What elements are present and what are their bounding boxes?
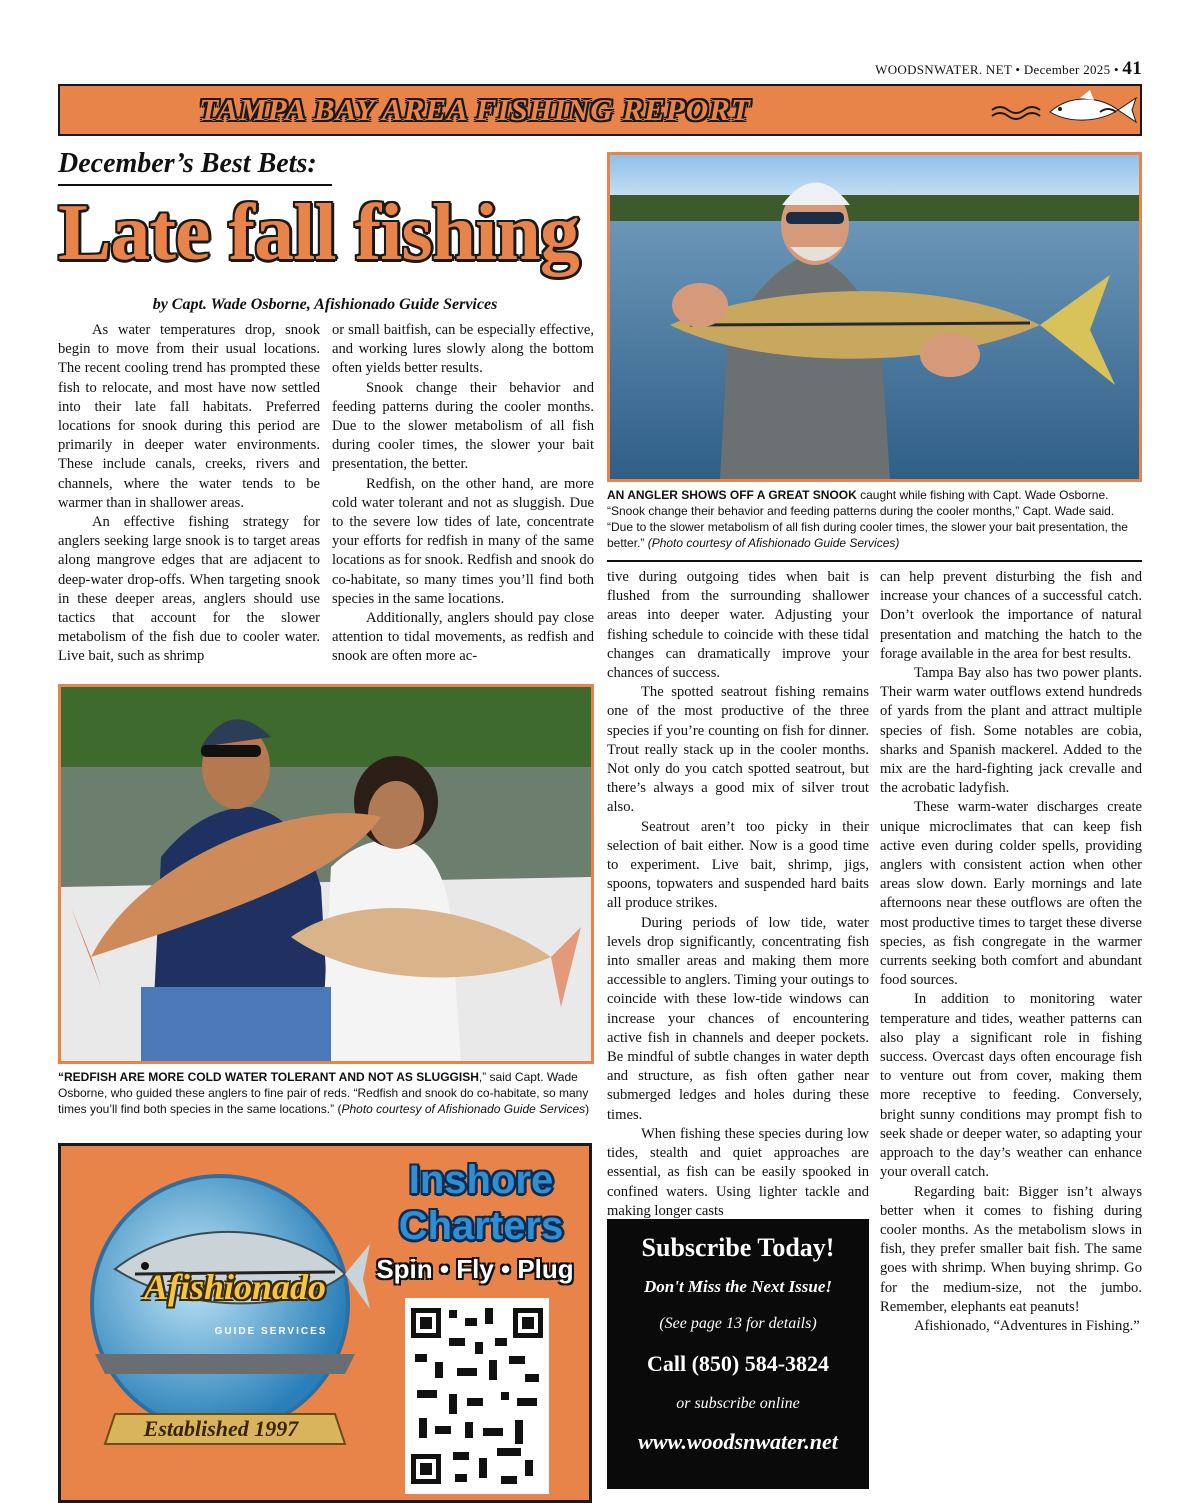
ad-logo-sub: GUIDE SERVICES [214,1326,328,1337]
subscribe-phone[interactable]: Call (850) 584-3824 [646,1351,830,1376]
page-folio [875,58,1142,80]
paragraph: An effective fishing strategy for anglers seeking large snook is to target areas along mangrove edges that are adjacent to deep-water drop-offs. When targeting snook in these deeper areas, anglers should use tactics that account for the slower metabolism of the fish due to cooler water. Live bait, such as shrimp [58,514,320,665]
banner-title: TAMPA BAY AREA FISHING REPORT [199,92,751,127]
paragraph: Tampa Bay also has two power plants. Their warm water outflows extend hundreds of yards from the plant and attract multiple species of fish. Some notables are cobia, sharks and Spanish mackerel. Added to the mix are the hard-fighting jack crevalle and the acrobatic ladyfish. [880,665,1142,797]
qr-code-icon[interactable] [405,1298,549,1494]
paragraph: The spotted seatrout fishing remains one of the most productive of the three species if you’re counting on fish for dinner. Trout really stack up in the cooler months. Not only do you catch spotted seatrout, but there’s always a good mix of silver trout also. [607,684,869,816]
paragraph: Redfish, on the other hand, are more cold water tolerant and not as sluggish. Due to the severe low tides of late, concentrate your efforts for redfish in many of the same locations as for snook. Redfish and snook do co-habitate, so many times you’ll find both species in the same locations. [332,475,594,607]
ad-inshore: Inshore [408,1158,554,1202]
article-column-2 [332,321,594,667]
subscribe-details: (See page 13 for details) [659,1315,817,1332]
subscribe-online: or subscribe online [676,1395,800,1412]
page-number: 41 [1122,58,1142,79]
paragraph: Seatrout aren’t too picky in their selection of bait either. Now is a good time to experiment. Live bait, shrimp, jigs, spoons, topwaters and suspended hard baits all produce strikes. [607,818,869,912]
article-byline: by Capt. Wade Osborne, Afishionado Guide Services [152,296,498,313]
snook-caption [607,487,1142,551]
angler-snook-image [610,155,1139,479]
caption-body: ,” said Capt. Wade Osborne, who guided these anglers to fine pair of reds. “Redfish and snook do co-habitate, so many times you’ll find both species in the same locations.” ( [58,1070,589,1116]
ad-charters: Charters [398,1204,564,1248]
subscribe-box[interactable] [607,1219,869,1489]
section-rule [607,560,1142,562]
caption-credit: (Photo courtesy of Afishionado Guide Services) [647,536,900,550]
caption-lead: AN ANGLER SHOWS OFF A GREAT SNOOK [607,488,857,502]
paragraph: As water temperatures drop, snook begin to move from their usual locations. The recent cooling trend has prompted these fish to relocate, and most have now settled into their late fall habitats. Preferred locations for snook during this period are primarily in deeper water environments. These include canals, creeks, rivers and channels, where the water tends to be warmer than in shallower areas. [58,322,320,511]
section-banner [58,84,1142,136]
caption-end: ) [585,1102,590,1116]
folio-separator: • [1113,62,1119,77]
ad-spin-fly-plug: Spin • Fly • Plug [376,1254,574,1284]
redfish-photo [58,684,594,1064]
article-column-3 [607,568,869,1221]
kicker-rule [58,184,332,186]
article-kicker: December’s Best Bets: [58,148,317,179]
caption-credit: Photo courtesy of Afishionado Guide Services [341,1102,586,1116]
subscribe-title: Subscribe Today! [641,1233,835,1262]
paragraph: These warm-water discharges create unique microclimates that can keep fish active even during colder spells, providing anglers with consistent action when other areas slow down. Early mornings and late afternoons near these outflows are often the most productive times to target these diverse species, as fish congregate in the warmer currents seeking both comfort and abundant food sources. [880,799,1142,989]
paragraph: During periods of low tide, water levels drop significantly, concentrating fish into smaller areas and making them more accessible to anglers. Timing your outings to coincide with these low-tide windows can increase your chances of encountering active fish in channels and deeper pockets. Be mindful of subtle changes in water depth and structure, as fish often gather near submerged ledges and holes during these times. [607,914,869,1123]
charter-ad [58,1143,592,1503]
site-name: WOODSNWATER. NET [875,62,1012,77]
caption-body: caught while fishing with Capt. Wade Osborne. “Snook change their behavior and feeding patterns during the cooler months,” Capt. Wade said. “Due to the slower metabolism of all fish during cooler times, the slower your bait presentation, the better.” [607,488,1128,550]
fish-logo-icon [990,88,1140,132]
anglers-redfish-image [61,687,591,1061]
article-column-4 [880,568,1142,1336]
issue-date: December 2025 [1023,62,1111,77]
paragraph: Afishionado, “Adventures in Fishing.” [914,1317,1140,1334]
paragraph: Snook change their behavior and feeding patterns during the cooler months. Due to the slower metabolism of all fish during cooler times, the slower your bait presentation, the better. [332,379,594,473]
paragraph: When fishing these species during low tides, stealth and quiet approaches are essential, as fish can be easily spooked in confined waters. Using lighter tackle and making longer casts [607,1125,869,1219]
paragraph: can help prevent disturbing the fish and increase your chances of a successful catch. Don’t overlook the importance of natural presentation and matching the hatch to the forage available in the area for best results. [880,569,1142,662]
ad-logo-name: Afishionado [143,1267,327,1307]
redfish-caption [58,1069,592,1117]
paragraph: tive during outgoing tides when bait is flushed from the surrounding shallower areas into deeper water. Adjusting your fishing schedule to coincide with these tidal changes can dramatically improve your chances of success. [607,569,869,682]
caption-lead: “REDFISH ARE MORE COLD WATER TOLERANT AND NOT AS SLUGGISH [58,1070,479,1084]
subscribe-url[interactable]: www.woodsnwater.net [638,1429,838,1454]
paragraph: Additionally, anglers should pay close attention to tidal movements, as redfish and snook are often more ac- [332,610,594,665]
paragraph: In addition to monitoring water temperature and tides, weather patterns can also play a significant role in fishing success. Overcast days often encourage fish to venture out from cover, making them more receptive to feeding. Conversely, bright sunny conditions may prompt fish to seek shade or deeper water, so adapting your approach to the day’s weather can enhance your overall catch. [880,991,1142,1181]
folio-separator: • [1015,62,1021,77]
paragraph: or small baitfish, can be especially effective, and working lures slowly along the bottom often yields better results. [332,322,594,377]
ad-established: Established 1997 [143,1416,299,1441]
article-headline: Late fall fishing [58,189,579,277]
article-column-1 [58,321,320,667]
paragraph: Regarding bait: Bigger isn’t always better when it comes to fishing during cooler months. As the metabolism slows in fish, they prefer smaller bait fish. The same goes with shrimp. When buying shrimp. Go for the medium-size, not the jumbo. Remember, elephants eat peanuts! [880,1183,1142,1315]
subscribe-tagline: Don't Miss the Next Issue! [644,1277,832,1296]
snook-photo [607,152,1142,482]
